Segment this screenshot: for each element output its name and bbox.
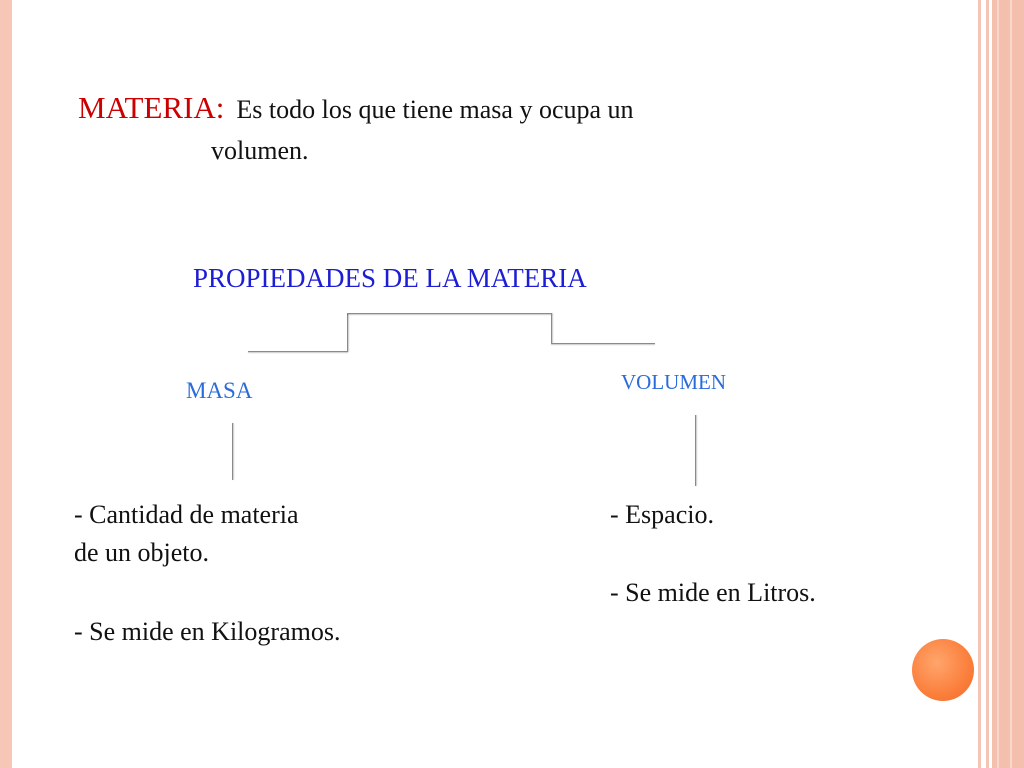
title-colon: : — [215, 90, 225, 125]
right-frame-stripe — [978, 0, 981, 768]
connector-line — [248, 351, 348, 352]
volumen-item: - Espacio. — [610, 500, 714, 529]
right-frame-stripe — [997, 0, 999, 768]
right-frame-stripe — [986, 0, 989, 768]
connector-line — [232, 423, 233, 480]
masa-item: de un objeto. — [74, 538, 210, 567]
left-frame-bar — [0, 0, 12, 768]
connector-line — [551, 313, 552, 344]
definition-text: Es todo los que tiene masa y ocupa un — [236, 95, 634, 124]
connector-line — [695, 415, 696, 486]
connector-line — [347, 313, 552, 314]
branch-label-volumen: VOLUMEN — [621, 370, 726, 394]
definition-text-continued: volumen. — [211, 136, 309, 165]
masa-item: - Se mide en Kilogramos. — [74, 617, 341, 646]
definition-line — [78, 90, 634, 126]
title-materia: MATERIA — [78, 90, 216, 125]
volumen-item: - Se mide en Litros. — [610, 578, 816, 607]
properties-heading: PROPIEDADES DE LA MATERIA — [193, 263, 587, 293]
orange-circle-decoration — [912, 639, 974, 701]
right-frame-stripe — [1010, 0, 1012, 768]
masa-item: - Cantidad de materia — [74, 500, 299, 529]
branch-label-masa: MASA — [186, 378, 253, 403]
connector-line — [551, 343, 655, 344]
connector-line — [347, 314, 348, 352]
